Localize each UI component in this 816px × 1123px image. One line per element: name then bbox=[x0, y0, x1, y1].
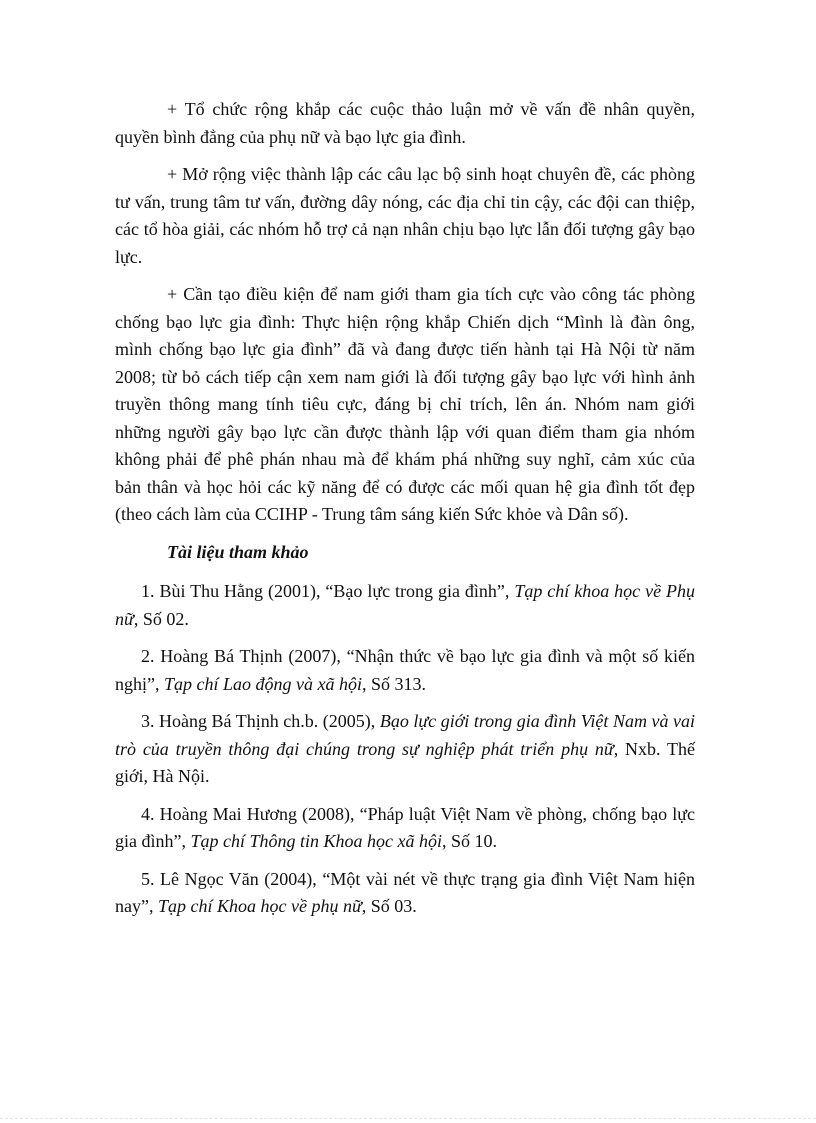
reference-number: 5. bbox=[141, 868, 155, 889]
reference-item bbox=[115, 643, 695, 698]
reference-text: Hoàng Bá Thịnh (2007), “Nhận thức về bạo lực gia đình và một số kiến nghị”, bbox=[115, 646, 695, 694]
reference-journal: Tạp chí Thông tin Khoa học xã hội bbox=[190, 831, 442, 851]
reference-issue: , Số 03. bbox=[361, 896, 417, 916]
reference-text: Bùi Thu Hằng (2001), “Bạo lực trong gia đình”, bbox=[159, 581, 515, 601]
reference-number: 4. bbox=[141, 803, 155, 824]
reference-issue: , Số 10. bbox=[441, 831, 497, 851]
paragraph-clubs: + Mở rộng việc thành lập các câu lạc bộ sinh hoạt chuyên đề, các phòng tư vấn, trung tâm tư vấn, đường dây nóng, các địa chỉ tin cậy, các đội can thiệp, các tổ hòa giải, các nhóm hỗ trợ cả nạn nhân chịu bạo lực lẫn đối tượng gây bạo lực. bbox=[115, 164, 695, 267]
reference-issue: , Nxb. Thế giới, Hà Nội. bbox=[115, 738, 695, 786]
reference-journal: Tạp chí Lao động và xã hội bbox=[164, 673, 362, 694]
reference-item bbox=[115, 578, 695, 633]
reference-item bbox=[115, 866, 695, 921]
reference-journal: Tạp chí khoa học về Phụ nữ bbox=[115, 581, 696, 629]
reference-issue: , Số 02. bbox=[133, 608, 189, 629]
reference-text: Hoàng Mai Hương (2008), “Pháp luật Việt Nam về phòng, chống bạo lực gia đình”, bbox=[115, 803, 695, 851]
reference-item bbox=[115, 708, 695, 791]
references-list bbox=[115, 578, 695, 921]
reference-item bbox=[115, 801, 695, 856]
reference-journal: Bạo lực giới trong gia đình Việt Nam và vai trò của truyền thông đại chúng trong sự nghiệp phát triển phụ nữ bbox=[115, 711, 695, 759]
page-bottom-divider bbox=[0, 1118, 816, 1119]
paragraph-men-participation: + Cần tạo điều kiện để nam giới tham gia tích cực vào công tác phòng chống bạo lực gia đình: Thực hiện rộng khắp Chiến dịch “Mình là đàn ông, mình chống bạo lực gia đình” đã và đang được tiến hành tại Hà Nội từ năm 2008; từ bỏ cách tiếp cận xem nam giới là đối tượng gây bạo lực với hình ảnh truyền thông mang tính tiêu cực, đáng bị chỉ trích, lên án. Nhóm nam giới những người gây bạo lực cần được thành lập với quan điểm tham gia nhóm không phải để phê phán nhau mà để khám phá những suy nghĩ, cảm xúc của bản thân và học hỏi các kỹ năng để có được các mối quan hệ gia đình tốt đẹp (theo cách làm của CCIHP - Trung tâm sáng kiến Sức khỏe và Dân số). bbox=[115, 284, 695, 524]
reference-journal: Tạp chí Khoa học về phụ nữ bbox=[157, 896, 362, 916]
reference-number: 2. bbox=[141, 646, 155, 666]
reference-text: Hoàng Bá Thịnh ch.b. (2005), bbox=[159, 711, 380, 731]
reference-text: Lê Ngọc Văn (2004), “Một vài nét về thực trạng gia đình Việt Nam hiện nay”, bbox=[115, 868, 696, 916]
reference-issue: , Số 313. bbox=[362, 673, 427, 694]
references-heading: Tài liệu tham khảo bbox=[167, 541, 309, 562]
document-page bbox=[115, 96, 695, 931]
reference-number: 3. bbox=[141, 711, 155, 731]
paragraph-discussions: + Tổ chức rộng khắp các cuộc thảo luận mở về vấn đề nhân quyền, quyền bình đẳng của phụ nữ và bạo lực gia đình. bbox=[115, 99, 695, 147]
reference-number: 1. bbox=[141, 581, 155, 601]
